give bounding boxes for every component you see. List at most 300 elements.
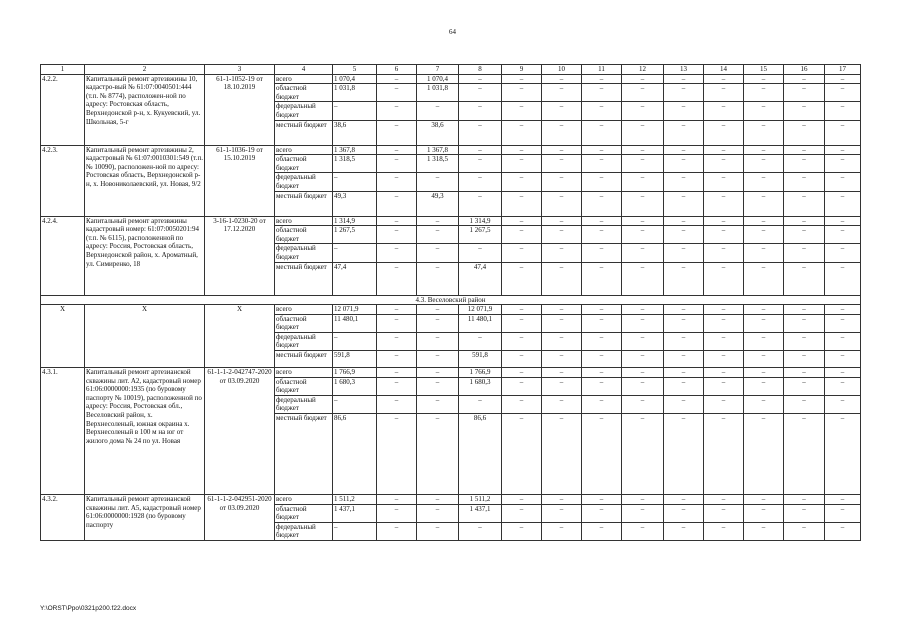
value-cell: – bbox=[744, 395, 784, 413]
value-cell: – bbox=[582, 145, 622, 155]
column-number-7: 7 bbox=[417, 65, 459, 75]
value-cell: – bbox=[459, 145, 502, 155]
value-cell: – bbox=[502, 504, 542, 522]
value-cell: – bbox=[582, 495, 622, 505]
value-cell: – bbox=[333, 332, 377, 350]
value-cell: – bbox=[542, 332, 582, 350]
value-cell: – bbox=[502, 155, 542, 173]
value-cell: – bbox=[333, 102, 377, 120]
value-cell: 47,4 bbox=[333, 262, 377, 295]
value-cell: – bbox=[825, 314, 861, 332]
value-cell: – bbox=[459, 155, 502, 173]
table-row bbox=[41, 495, 861, 505]
value-cell: – bbox=[825, 226, 861, 244]
value-cell: – bbox=[784, 305, 825, 315]
funding-type: всего bbox=[275, 145, 333, 155]
value-cell: – bbox=[622, 74, 664, 84]
value-cell: – bbox=[622, 504, 664, 522]
funding-type: местный бюджет bbox=[275, 351, 333, 368]
value-cell: – bbox=[502, 395, 542, 413]
value-cell: – bbox=[459, 84, 502, 102]
value-cell: – bbox=[825, 173, 861, 191]
value-cell: – bbox=[744, 377, 784, 395]
value-cell: – bbox=[582, 414, 622, 495]
value-cell: – bbox=[664, 102, 704, 120]
value-cell: – bbox=[459, 74, 502, 84]
value-cell: – bbox=[825, 216, 861, 226]
value-cell: – bbox=[622, 368, 664, 378]
value-cell: – bbox=[704, 191, 744, 216]
value-cell: – bbox=[704, 155, 744, 173]
value-cell: – bbox=[622, 102, 664, 120]
value-cell: – bbox=[784, 102, 825, 120]
value-cell: – bbox=[744, 504, 784, 522]
table-row bbox=[41, 305, 861, 315]
column-number-4: 4 bbox=[275, 65, 333, 75]
value-cell: – bbox=[622, 155, 664, 173]
value-cell: – bbox=[377, 155, 417, 173]
column-number-11: 11 bbox=[582, 65, 622, 75]
funding-type: федеральный бюджет bbox=[275, 244, 333, 262]
value-cell: – bbox=[542, 226, 582, 244]
funding-type: всего bbox=[275, 305, 333, 315]
value-cell: – bbox=[542, 314, 582, 332]
value-cell: 1 267,5 bbox=[459, 226, 502, 244]
column-number-2: 2 bbox=[85, 65, 205, 75]
item-document: X bbox=[205, 305, 275, 368]
value-cell: – bbox=[542, 74, 582, 84]
value-cell: – bbox=[622, 305, 664, 315]
value-cell: – bbox=[502, 314, 542, 332]
item-document: 61-1-1-2-042951-2020 от 03.09.2020 bbox=[205, 495, 275, 541]
value-cell: – bbox=[664, 305, 704, 315]
value-cell: – bbox=[542, 305, 582, 315]
value-cell: – bbox=[542, 102, 582, 120]
value-cell: – bbox=[664, 74, 704, 84]
value-cell: – bbox=[377, 145, 417, 155]
value-cell: – bbox=[417, 332, 459, 350]
value-cell: – bbox=[502, 305, 542, 315]
column-number-5: 5 bbox=[333, 65, 377, 75]
column-number-10: 10 bbox=[542, 65, 582, 75]
value-cell: – bbox=[542, 368, 582, 378]
value-cell: – bbox=[622, 145, 664, 155]
item-number: 4.2.2. bbox=[41, 74, 85, 145]
value-cell: – bbox=[622, 226, 664, 244]
column-number-3: 3 bbox=[205, 65, 275, 75]
value-cell: 1 031,8 bbox=[333, 84, 377, 102]
value-cell: 12 071,9 bbox=[459, 305, 502, 315]
value-cell: – bbox=[664, 395, 704, 413]
section-row bbox=[41, 295, 861, 305]
funding-type: федеральный бюджет bbox=[275, 395, 333, 413]
value-cell: – bbox=[825, 74, 861, 84]
item-name: Капитальный ремонт артезианской скважины лит. А2, кадастровый номер 61:06:0000000:1935 (по буровому паспорту № 10019), расположенной по адресу: Россия, Ростовская обл., Веселовский район, х. Верхнесоленый, южная окраина х. Верхнесоленый в 100 м на юг от жилого дома № 24 по ул. Новая bbox=[85, 368, 205, 495]
value-cell: – bbox=[825, 191, 861, 216]
funding-type: областной бюджет bbox=[275, 314, 333, 332]
value-cell: – bbox=[664, 155, 704, 173]
value-cell: – bbox=[704, 351, 744, 368]
value-cell: – bbox=[784, 145, 825, 155]
funding-type: областной бюджет bbox=[275, 377, 333, 395]
value-cell: – bbox=[744, 74, 784, 84]
value-cell: – bbox=[542, 120, 582, 145]
value-cell: – bbox=[377, 74, 417, 84]
value-cell: – bbox=[582, 314, 622, 332]
table-body bbox=[41, 65, 861, 541]
funding-type: федеральный бюджет bbox=[275, 332, 333, 350]
value-cell: 1 511,2 bbox=[333, 495, 377, 505]
value-cell: 1 437,1 bbox=[459, 504, 502, 522]
value-cell: – bbox=[784, 216, 825, 226]
value-cell: – bbox=[825, 244, 861, 262]
value-cell: – bbox=[582, 226, 622, 244]
value-cell: – bbox=[825, 495, 861, 505]
item-document: 61-1-1052-19 от 18.10.2019 bbox=[205, 74, 275, 145]
value-cell: – bbox=[622, 377, 664, 395]
value-cell: – bbox=[582, 244, 622, 262]
value-cell: – bbox=[784, 504, 825, 522]
value-cell: – bbox=[825, 155, 861, 173]
value-cell: – bbox=[664, 262, 704, 295]
budget-table bbox=[40, 64, 861, 541]
value-cell: – bbox=[377, 495, 417, 505]
funding-type: местный бюджет bbox=[275, 262, 333, 295]
value-cell: – bbox=[744, 368, 784, 378]
value-cell: – bbox=[825, 522, 861, 540]
value-cell: – bbox=[502, 522, 542, 540]
value-cell: 1 314,9 bbox=[459, 216, 502, 226]
value-cell: – bbox=[417, 495, 459, 505]
value-cell: – bbox=[459, 102, 502, 120]
value-cell: – bbox=[704, 262, 744, 295]
value-cell: – bbox=[377, 314, 417, 332]
value-cell: – bbox=[582, 102, 622, 120]
value-cell: – bbox=[377, 84, 417, 102]
funding-type: областной бюджет bbox=[275, 504, 333, 522]
value-cell: – bbox=[417, 377, 459, 395]
value-cell: – bbox=[417, 173, 459, 191]
value-cell: – bbox=[784, 414, 825, 495]
value-cell: – bbox=[744, 332, 784, 350]
value-cell: – bbox=[744, 84, 784, 102]
value-cell: – bbox=[542, 377, 582, 395]
value-cell: – bbox=[744, 305, 784, 315]
value-cell: – bbox=[704, 377, 744, 395]
item-number: 4.2.3. bbox=[41, 145, 85, 216]
value-cell: 1 031,8 bbox=[417, 84, 459, 102]
value-cell: – bbox=[377, 332, 417, 350]
value-cell: – bbox=[582, 522, 622, 540]
value-cell: 49,3 bbox=[417, 191, 459, 216]
column-number-16: 16 bbox=[784, 65, 825, 75]
value-cell: – bbox=[784, 191, 825, 216]
value-cell: – bbox=[744, 226, 784, 244]
value-cell: – bbox=[377, 368, 417, 378]
value-cell: 49,3 bbox=[333, 191, 377, 216]
value-cell: – bbox=[825, 305, 861, 315]
value-cell: – bbox=[333, 244, 377, 262]
value-cell: 1 070,4 bbox=[333, 74, 377, 84]
value-cell: – bbox=[664, 332, 704, 350]
value-cell: – bbox=[664, 244, 704, 262]
value-cell: – bbox=[744, 244, 784, 262]
funding-type: местный бюджет bbox=[275, 120, 333, 145]
value-cell: – bbox=[333, 173, 377, 191]
value-cell: 1 318,5 bbox=[333, 155, 377, 173]
section-title: 4.3. Веселовский район bbox=[41, 295, 861, 305]
value-cell: – bbox=[744, 145, 784, 155]
value-cell: – bbox=[664, 84, 704, 102]
value-cell: – bbox=[417, 262, 459, 295]
value-cell: – bbox=[784, 120, 825, 145]
value-cell: 47,4 bbox=[459, 262, 502, 295]
funding-type: всего bbox=[275, 216, 333, 226]
value-cell: – bbox=[704, 332, 744, 350]
value-cell: – bbox=[542, 173, 582, 191]
value-cell: – bbox=[417, 226, 459, 244]
value-cell: – bbox=[704, 305, 744, 315]
value-cell: – bbox=[704, 244, 744, 262]
value-cell: – bbox=[502, 102, 542, 120]
value-cell: – bbox=[377, 216, 417, 226]
value-cell: – bbox=[622, 395, 664, 413]
file-path-footer: Y:\ORST\Ppo\0321p200.f22.docx bbox=[40, 605, 137, 612]
value-cell: – bbox=[582, 305, 622, 315]
funding-type: областной бюджет bbox=[275, 155, 333, 173]
value-cell: – bbox=[459, 522, 502, 540]
funding-type: местный бюджет bbox=[275, 191, 333, 216]
value-cell: – bbox=[459, 244, 502, 262]
value-cell: – bbox=[704, 522, 744, 540]
value-cell: – bbox=[784, 173, 825, 191]
value-cell: – bbox=[502, 368, 542, 378]
value-cell: – bbox=[417, 244, 459, 262]
value-cell: – bbox=[502, 173, 542, 191]
value-cell: – bbox=[542, 145, 582, 155]
value-cell: – bbox=[582, 74, 622, 84]
value-cell: – bbox=[784, 395, 825, 413]
value-cell: – bbox=[664, 191, 704, 216]
item-number: 4.3.1. bbox=[41, 368, 85, 495]
value-cell: – bbox=[502, 216, 542, 226]
value-cell: – bbox=[704, 102, 744, 120]
value-cell: – bbox=[459, 191, 502, 216]
value-cell: – bbox=[542, 414, 582, 495]
value-cell: – bbox=[664, 377, 704, 395]
value-cell: – bbox=[704, 216, 744, 226]
value-cell: – bbox=[704, 84, 744, 102]
item-name: Капитальный ремонт артезвжины 2, кадастровый № 61:07:0010301:549 (т.п. № 10090), расположен-ной по адресу: Ростовская область, Верхнедонской р-н, х. Новониколаевский, ул. Новая, 9/2 bbox=[85, 145, 205, 216]
value-cell: – bbox=[704, 120, 744, 145]
value-cell: – bbox=[377, 120, 417, 145]
value-cell: – bbox=[417, 395, 459, 413]
funding-type: всего bbox=[275, 74, 333, 84]
column-number-8: 8 bbox=[459, 65, 502, 75]
value-cell: – bbox=[664, 173, 704, 191]
value-cell: – bbox=[664, 226, 704, 244]
value-cell: 1 511,2 bbox=[459, 495, 502, 505]
value-cell: – bbox=[784, 262, 825, 295]
value-cell: – bbox=[744, 314, 784, 332]
value-cell: – bbox=[704, 395, 744, 413]
value-cell: – bbox=[417, 414, 459, 495]
value-cell: – bbox=[502, 120, 542, 145]
value-cell: – bbox=[825, 102, 861, 120]
value-cell: – bbox=[704, 173, 744, 191]
value-cell: – bbox=[825, 120, 861, 145]
value-cell: – bbox=[459, 120, 502, 145]
value-cell: – bbox=[502, 74, 542, 84]
value-cell: – bbox=[744, 351, 784, 368]
value-cell: – bbox=[377, 395, 417, 413]
value-cell: – bbox=[744, 414, 784, 495]
value-cell: – bbox=[704, 226, 744, 244]
value-cell: – bbox=[542, 395, 582, 413]
value-cell: – bbox=[582, 377, 622, 395]
value-cell: – bbox=[784, 332, 825, 350]
value-cell: 591,8 bbox=[333, 351, 377, 368]
item-name: Капитальный ремонт артезвжины 10, кадастро-вый № 61:07:0040501:444 (т.п. № 8774), расположен-ной по адресу: Ростовская область, Верхнедонской р-н, х. Кукуевский, ул. Школьная, 5-г bbox=[85, 74, 205, 145]
value-cell: – bbox=[502, 414, 542, 495]
value-cell: – bbox=[664, 522, 704, 540]
value-cell: – bbox=[704, 414, 744, 495]
value-cell: – bbox=[542, 495, 582, 505]
value-cell: – bbox=[377, 173, 417, 191]
value-cell: – bbox=[704, 495, 744, 505]
value-cell: – bbox=[502, 244, 542, 262]
value-cell: – bbox=[664, 504, 704, 522]
value-cell: – bbox=[542, 504, 582, 522]
value-cell: – bbox=[744, 191, 784, 216]
value-cell: – bbox=[784, 495, 825, 505]
column-number-15: 15 bbox=[744, 65, 784, 75]
item-name: Капитальный ремонт артезианской скважины лит. А5, кадастровый номер 61:06:0000000:1928 (по буровому паспорту bbox=[85, 495, 205, 541]
funding-type: федеральный бюджет bbox=[275, 102, 333, 120]
value-cell: – bbox=[744, 102, 784, 120]
column-number-6: 6 bbox=[377, 65, 417, 75]
funding-type: всего bbox=[275, 495, 333, 505]
value-cell: – bbox=[459, 173, 502, 191]
value-cell: – bbox=[622, 244, 664, 262]
value-cell: – bbox=[664, 145, 704, 155]
funding-type: местный бюджет bbox=[275, 414, 333, 495]
value-cell: – bbox=[377, 305, 417, 315]
value-cell: – bbox=[664, 216, 704, 226]
value-cell: – bbox=[744, 155, 784, 173]
table-row bbox=[41, 368, 861, 378]
value-cell: – bbox=[333, 522, 377, 540]
value-cell: – bbox=[825, 332, 861, 350]
value-cell: 1 766,9 bbox=[333, 368, 377, 378]
value-cell: – bbox=[417, 368, 459, 378]
value-cell: – bbox=[377, 414, 417, 495]
item-number: 4.2.4. bbox=[41, 216, 85, 295]
value-cell: – bbox=[502, 351, 542, 368]
column-number-9: 9 bbox=[502, 65, 542, 75]
value-cell: – bbox=[622, 351, 664, 368]
value-cell: – bbox=[377, 262, 417, 295]
funding-type: федеральный бюджет bbox=[275, 522, 333, 540]
value-cell: 1 680,3 bbox=[333, 377, 377, 395]
value-cell: 38,6 bbox=[333, 120, 377, 145]
value-cell: – bbox=[744, 120, 784, 145]
column-number-14: 14 bbox=[704, 65, 744, 75]
value-cell: – bbox=[784, 368, 825, 378]
value-cell: – bbox=[377, 226, 417, 244]
value-cell: 1 766,9 bbox=[459, 368, 502, 378]
value-cell: – bbox=[377, 102, 417, 120]
value-cell: 11 480,1 bbox=[333, 314, 377, 332]
value-cell: – bbox=[825, 351, 861, 368]
value-cell: – bbox=[622, 414, 664, 495]
value-cell: – bbox=[622, 495, 664, 505]
column-number-17: 17 bbox=[825, 65, 861, 75]
value-cell: – bbox=[542, 522, 582, 540]
value-cell: – bbox=[622, 120, 664, 145]
value-cell: – bbox=[825, 368, 861, 378]
value-cell: – bbox=[784, 522, 825, 540]
value-cell: – bbox=[622, 173, 664, 191]
value-cell: – bbox=[377, 351, 417, 368]
funding-type: всего bbox=[275, 368, 333, 378]
value-cell: – bbox=[744, 522, 784, 540]
value-cell: – bbox=[664, 414, 704, 495]
funding-type: федеральный бюджет bbox=[275, 173, 333, 191]
table-row bbox=[41, 145, 861, 155]
item-number: 4.3.2. bbox=[41, 495, 85, 541]
column-number-12: 12 bbox=[622, 65, 664, 75]
value-cell: – bbox=[542, 244, 582, 262]
value-cell: 86,6 bbox=[459, 414, 502, 495]
value-cell: – bbox=[377, 377, 417, 395]
value-cell: – bbox=[825, 377, 861, 395]
value-cell: – bbox=[704, 314, 744, 332]
value-cell: – bbox=[704, 504, 744, 522]
value-cell: – bbox=[417, 522, 459, 540]
value-cell: 11 480,1 bbox=[459, 314, 502, 332]
value-cell: – bbox=[582, 173, 622, 191]
value-cell: – bbox=[582, 351, 622, 368]
value-cell: – bbox=[582, 332, 622, 350]
value-cell: – bbox=[664, 368, 704, 378]
value-cell: – bbox=[784, 314, 825, 332]
value-cell: – bbox=[825, 262, 861, 295]
table-row bbox=[41, 74, 861, 84]
value-cell: – bbox=[704, 74, 744, 84]
item-document: 61-1-1036-19 от 15.10.2019 bbox=[205, 145, 275, 216]
value-cell: – bbox=[825, 84, 861, 102]
value-cell: – bbox=[542, 351, 582, 368]
value-cell: – bbox=[582, 368, 622, 378]
value-cell: – bbox=[825, 145, 861, 155]
value-cell: – bbox=[622, 84, 664, 102]
value-cell: – bbox=[542, 262, 582, 295]
value-cell: – bbox=[377, 191, 417, 216]
value-cell: – bbox=[502, 191, 542, 216]
value-cell: – bbox=[744, 262, 784, 295]
value-cell: – bbox=[542, 84, 582, 102]
header-row bbox=[41, 65, 861, 75]
value-cell: 1 318,5 bbox=[417, 155, 459, 173]
value-cell: – bbox=[744, 495, 784, 505]
value-cell: – bbox=[459, 332, 502, 350]
value-cell: – bbox=[825, 414, 861, 495]
column-number-1: 1 bbox=[41, 65, 85, 75]
value-cell: – bbox=[622, 332, 664, 350]
value-cell: 591,8 bbox=[459, 351, 502, 368]
page-number: 64 bbox=[449, 28, 456, 36]
